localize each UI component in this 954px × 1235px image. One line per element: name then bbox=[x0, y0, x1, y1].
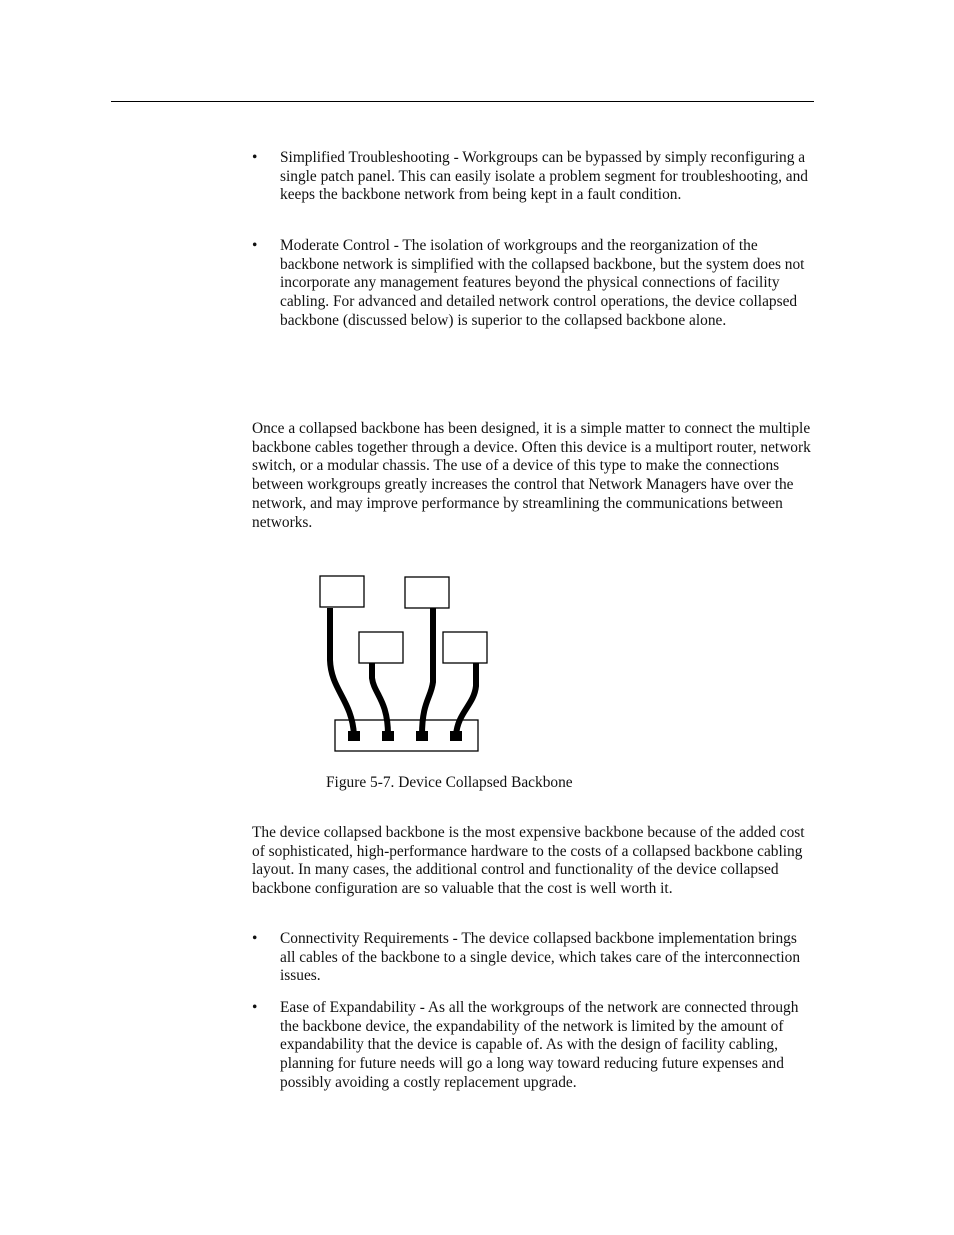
bullet-ease-of-expandability bbox=[252, 999, 814, 1093]
workgroup-box-2 bbox=[359, 632, 403, 663]
bullet-text: Ease of Expandability - As all the workgroups of the network are connected through the backbone device, the expandability of the network is limited by the amount of expandability that the device is capable of. As with the design of facility cabling, planning for future needs will go a long way toward reducing future expenses and possibly avoiding a costly replacement upgrade. bbox=[280, 999, 799, 1091]
device-port-4 bbox=[450, 731, 462, 741]
device-collapsed-backbone-figure bbox=[300, 560, 500, 760]
backbone-cable-3 bbox=[422, 608, 433, 735]
backbone-cable-4 bbox=[456, 663, 476, 735]
bullet-text: Simplified Troubleshooting - Workgroups can be bypassed by simply reconfiguring a single patch panel. This can easily isolate a problem segment for troubleshooting, and keeps the backbone network from being kept in a fault condition. bbox=[280, 149, 808, 204]
paragraph-device-cost: The device collapsed backbone is the most expensive backbone because of the added cost of sophisticated, high-performance hardware to the costs of a collapsed backbone cabling layout. In many cases, the additional control and functionality of the device collapsed backbone configuration are so valuable that the cost is well worth it. bbox=[252, 824, 805, 898]
backbone-cable-1 bbox=[330, 608, 354, 735]
device-port-2 bbox=[382, 731, 394, 741]
bullet-moderate-control bbox=[252, 237, 814, 331]
figure-caption: Figure 5-7. Device Collapsed Backbone bbox=[326, 774, 573, 791]
device-port-1 bbox=[348, 731, 360, 741]
header-rule bbox=[111, 101, 814, 102]
bullet-marker: • bbox=[252, 999, 258, 1016]
backbone-cable-2 bbox=[372, 663, 388, 735]
workgroup-box-4 bbox=[443, 632, 487, 663]
bullet-marker: • bbox=[252, 237, 258, 254]
bullet-marker: • bbox=[252, 930, 258, 947]
workgroup-box-1 bbox=[320, 576, 364, 607]
bullet-simplified-troubleshooting bbox=[252, 149, 814, 205]
device-port-3 bbox=[416, 731, 428, 741]
paragraph-device-connection: Once a collapsed backbone has been designed, it is a simple matter to connect the multiple backbone cables together through a device. Often this device is a multiport router, network switch, or a modular chassis. The use of a device of this type to make the connections between workgroups greatly increases the control that Network Managers have over the network, and may improve performance by streamlining the communications between networks. bbox=[252, 420, 811, 531]
bullet-marker: • bbox=[252, 149, 258, 166]
bullet-connectivity-requirements bbox=[252, 930, 814, 986]
workgroup-box-3 bbox=[405, 577, 449, 608]
bullet-text: Moderate Control - The isolation of workgroups and the reorganization of the backbone network is simplified with the collapsed backbone, but the system does not incorporate any management features beyond the physical connections of facility cabling. For advanced and detailed network control operations, the device collapsed backbone (discussed below) is superior to the collapsed backbone alone. bbox=[280, 237, 805, 329]
bullet-text: Connectivity Requirements - The device collapsed backbone implementation brings all cables of the backbone to a single device, which takes care of the interconnection issues. bbox=[280, 930, 801, 985]
